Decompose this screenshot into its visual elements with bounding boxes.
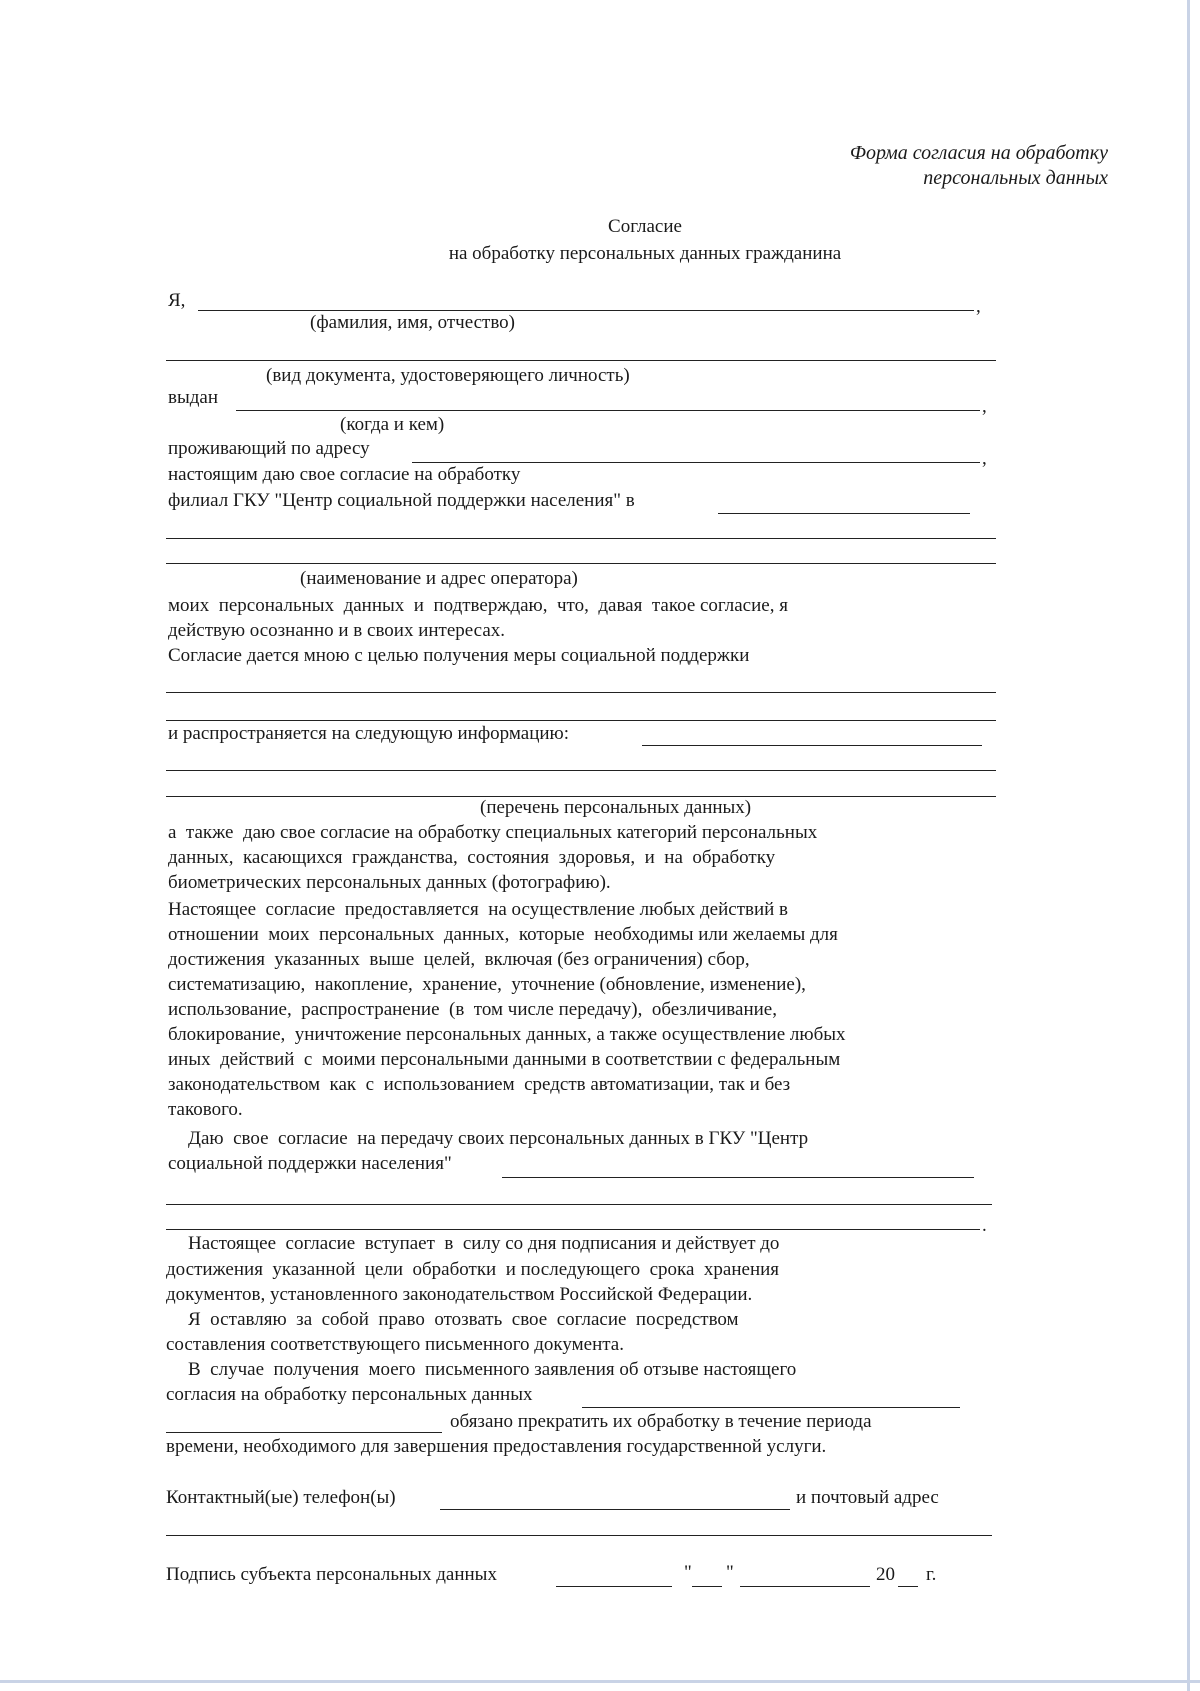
signature-field[interactable] — [556, 1586, 672, 1587]
phone-field[interactable] — [440, 1509, 790, 1510]
transfer-dot: . — [982, 1215, 987, 1236]
withdraw-line3: обязано прекратить их обработку в течение периода — [450, 1411, 872, 1432]
i-label: Я, — [168, 290, 186, 311]
actions-line: достижения указанных выше целей, включая (без ограничения) сбор, — [168, 949, 750, 970]
transfer-line1: Даю свое согласие на передачу своих персональных данных в ГКУ "Центр — [188, 1128, 809, 1149]
actions-line: такового. — [168, 1099, 243, 1120]
signature-label: Подпись субъекта персональных данных — [166, 1564, 497, 1585]
actions-line: законодательством как с использованием средств автоматизации, так и без — [168, 1074, 791, 1095]
quote-open: " — [684, 1562, 692, 1583]
form-title-line1: Форма согласия на обработку — [849, 142, 1108, 164]
operator-field-2[interactable] — [166, 563, 996, 564]
mail-field[interactable] — [166, 1535, 992, 1536]
year-field[interactable] — [898, 1586, 918, 1587]
issued-label: выдан — [168, 387, 219, 408]
year-prefix: 20 — [876, 1564, 895, 1585]
purpose-text: Согласие дается мною с целью получения меры социальной поддержки — [168, 645, 750, 666]
document-caption: (вид документа, удостоверяющего личность) — [266, 365, 630, 386]
transfer-field-1[interactable] — [502, 1177, 974, 1178]
fio-field[interactable] — [198, 310, 974, 311]
fio-comma: , — [976, 296, 981, 317]
transfer-line2: социальной поддержки населения" — [168, 1153, 452, 1174]
transfer-field-3[interactable] — [166, 1229, 980, 1230]
withdraw-field-1[interactable] — [582, 1407, 960, 1408]
issued-caption: (когда и кем) — [340, 414, 445, 435]
form-title-line2: персональных данных — [923, 167, 1108, 189]
actions-line: отношении моих персональных данных, которые необходимы или желаемы для — [168, 924, 838, 945]
my-data-line1: моих персональных данных и подтверждаю, что, давая такое согласие, я — [168, 595, 788, 616]
issued-field[interactable] — [236, 410, 980, 411]
revoke-line: Я оставляю за собой право отозвать свое согласие посредством — [188, 1309, 739, 1330]
year-suffix: г. — [926, 1564, 937, 1585]
phone-label: Контактный(ые) телефон(ы) — [166, 1487, 396, 1508]
info-label: и распространяется на следующую информацию: — [168, 723, 570, 744]
special-line: биометрических персональных данных (фотографию). — [168, 872, 611, 893]
mail-label: и почтовый адрес — [796, 1487, 939, 1508]
special-paragraph — [168, 822, 938, 893]
withdraw-line2: согласия на обработку персональных данных — [166, 1384, 533, 1405]
operator-field-1[interactable] — [166, 538, 996, 539]
special-line: данных, касающихся гражданства, состояния здоровья, и на обработку — [168, 847, 776, 868]
actions-line: блокирование, уничтожение персональных данных, а также осуществление любых — [168, 1024, 846, 1045]
my-data-line2: действую осознанно и в своих интересах. — [168, 620, 506, 641]
special-line: а также даю свое согласие на обработку специальных категорий персональных — [168, 822, 818, 843]
scan-edge-bottom — [0, 1680, 1200, 1683]
actions-line: иных действий с моими персональными данными в соответствии с федеральным — [168, 1049, 841, 1070]
doc-title: Согласие — [608, 216, 682, 237]
purpose-field-1[interactable] — [166, 692, 996, 693]
branch-label: филиал ГКУ "Центр социальной поддержки населения" в — [168, 490, 635, 511]
withdraw-field-2[interactable] — [166, 1432, 442, 1433]
revoke-line: составления соответствующего письменного документа. — [166, 1334, 624, 1355]
actions-line: систематизацию, накопление, хранение, уточнение (обновление, изменение), — [168, 974, 806, 995]
month-field[interactable] — [740, 1586, 870, 1587]
quote-close: " — [726, 1562, 734, 1583]
info-field-2[interactable] — [166, 770, 996, 771]
consent-line: настоящим даю свое согласие на обработку — [168, 464, 521, 485]
fio-caption: (фамилия, имя, отчество) — [310, 312, 516, 333]
validity-line: Настоящее согласие вступает в силу со дня подписания и действует до — [188, 1233, 780, 1254]
info-field-1[interactable] — [642, 745, 982, 746]
purpose-field-2[interactable] — [166, 720, 996, 721]
withdraw-line1: В случае получения моего письменного заявления об отзыве настоящего — [188, 1359, 797, 1380]
actions-line: использование, распространение (в том числе передачу), обезличивание, — [168, 999, 777, 1020]
validity-line: достижения указанной цели обработки и последующего срока хранения — [166, 1259, 780, 1280]
day-field[interactable] — [692, 1586, 722, 1587]
operator-caption: (наименование и адрес оператора) — [300, 568, 578, 589]
address-field[interactable] — [412, 462, 980, 463]
validity-line: документов, установленного законодательством Российской Федерации. — [166, 1284, 753, 1305]
address-label: проживающий по адресу — [168, 438, 370, 459]
issued-comma: , — [982, 396, 987, 417]
transfer-field-2[interactable] — [166, 1204, 992, 1205]
list-caption: (перечень персональных данных) — [480, 797, 752, 818]
document-field[interactable] — [166, 360, 996, 361]
actions-line: Настоящее согласие предоставляется на осуществление любых действий в — [168, 899, 789, 920]
doc-subtitle: на обработку персональных данных гражданина — [448, 243, 842, 264]
withdraw-line4: времени, необходимого для завершения предоставления государственной услуги. — [166, 1436, 827, 1457]
address-comma: , — [982, 448, 987, 469]
branch-field[interactable] — [718, 513, 970, 514]
